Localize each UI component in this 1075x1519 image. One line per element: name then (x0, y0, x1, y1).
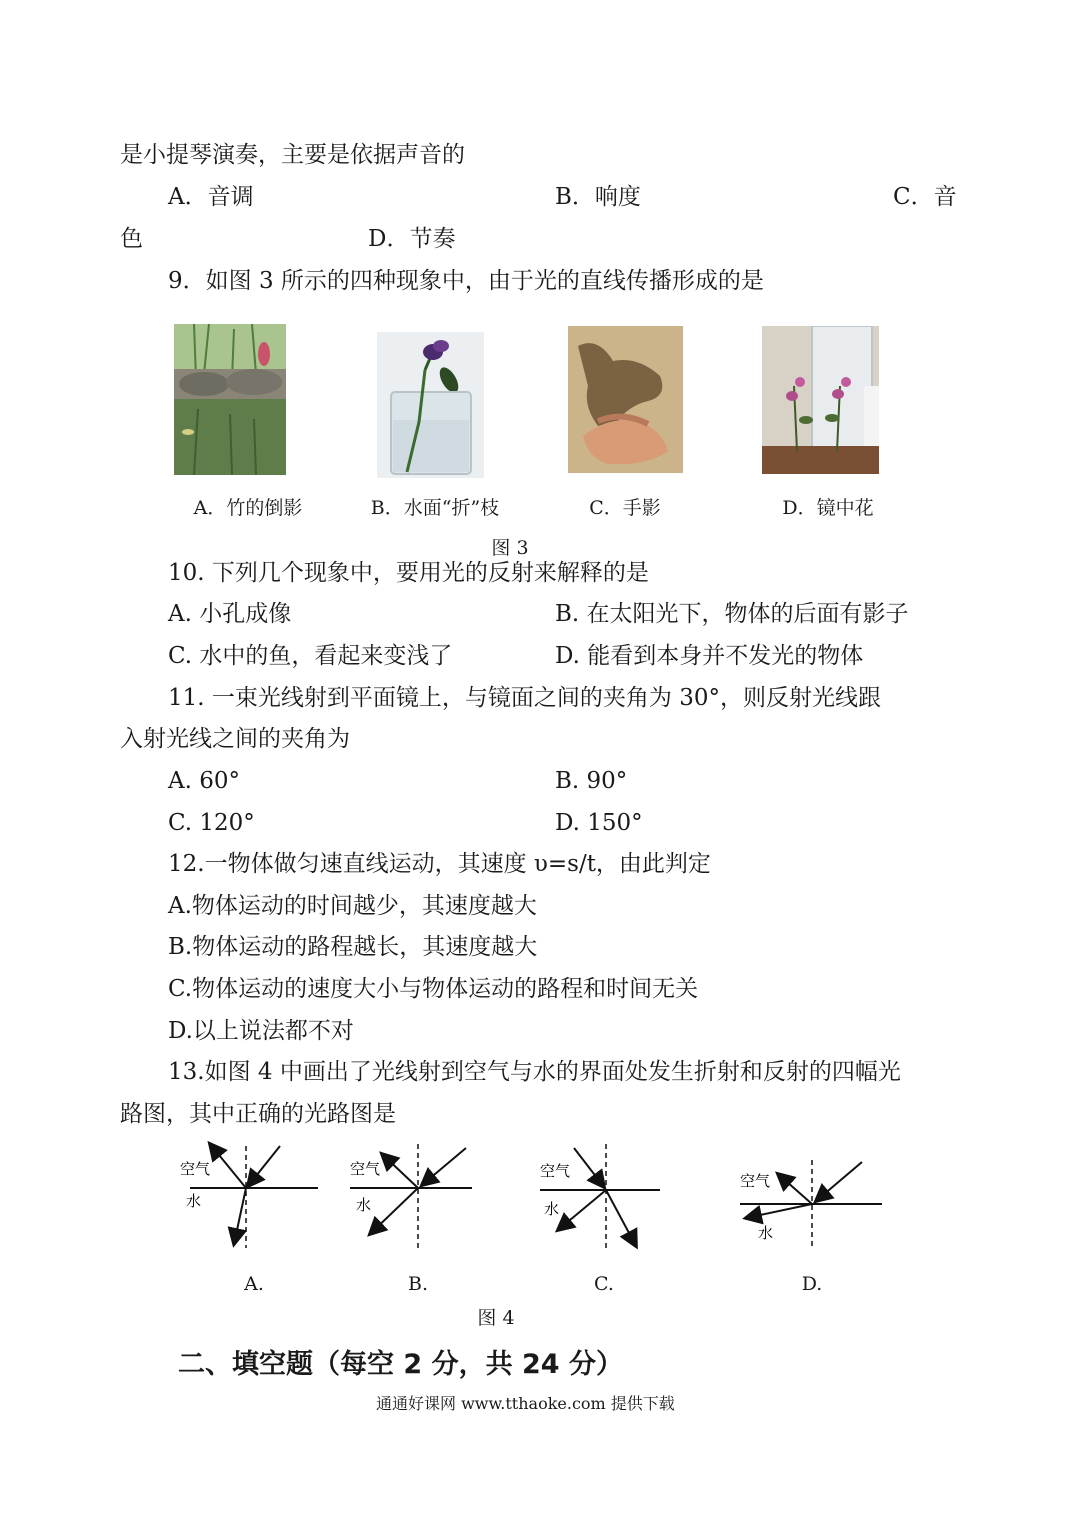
diagram-d (740, 1160, 882, 1250)
diagram-d-air-label: 空气 (740, 1172, 771, 1190)
bamboo-reflection-photo (174, 324, 286, 475)
q10-option-d: D. 能看到本身并不发光的物体 (555, 643, 864, 669)
diagram-a (180, 1144, 318, 1248)
q13-stem-line2: 路图，其中正确的光路图是 (120, 1101, 396, 1127)
fig4-caption-c: C. (594, 1273, 614, 1295)
diagram-d-reflected-ray (778, 1174, 812, 1204)
fig3-label: 图 3 (491, 537, 529, 559)
q8-option-d: D．节奏 (368, 226, 456, 252)
q8-option-b: B．响度 (555, 184, 641, 210)
fig4-caption-a: A. (244, 1273, 264, 1295)
diagram-b (350, 1144, 472, 1250)
diagram-a-refracted-ray (234, 1188, 246, 1244)
diagram-c-reflected-ray (558, 1190, 606, 1230)
fig4-label: 图 4 (477, 1307, 515, 1329)
diagram-c (540, 1144, 660, 1250)
q8-option-a: A．音调 (168, 184, 254, 210)
fig3-caption-d: D．镜中花 (782, 497, 874, 519)
diagram-b-water-label: 水 (356, 1196, 372, 1214)
diagram-b-refracted-ray (370, 1188, 418, 1234)
q12-option-c: C.物体运动的速度大小与物体运动的路程和时间无关 (168, 976, 699, 1002)
q8-option-c-continued: 色 (120, 226, 143, 252)
diagram-b-incident-ray (422, 1148, 466, 1185)
q10-option-c: C. 水中的鱼，看起来变浅了 (168, 643, 453, 669)
q12-option-a: A.物体运动的时间越少，其速度越大 (168, 893, 537, 919)
fig3-caption-b: B．水面“折”枝 (370, 497, 500, 519)
fig4-light-path-diagrams (160, 1140, 940, 1260)
q10-option-a: A. 小孔成像 (168, 601, 292, 627)
fig4-caption-b: B. (407, 1273, 428, 1295)
q8-option-c: C．音 (893, 184, 957, 210)
q11-stem-line1: 11. 一束光线射到平面镜上，与镜面之间的夹角为 30°，则反射光线跟 (168, 685, 881, 711)
q8-stem-line: 是小提琴演奏，主要是依据声音的 (120, 142, 465, 168)
fig3-caption-c: C．手影 (589, 497, 661, 519)
page-footer: 通通好课网 www.tthaoke.com 提供下载 (376, 1394, 675, 1413)
q11-option-d: D. 150° (555, 810, 643, 836)
section-2-heading: 二、填空题（每空 2 分，共 24 分） (178, 1349, 623, 1380)
q10-stem: 10. 下列几个现象中，要用光的反射来解释的是 (168, 560, 649, 586)
diagram-c-water-label: 水 (544, 1200, 560, 1218)
diagram-b-air-label: 空气 (350, 1160, 381, 1178)
q12-option-b: B.物体运动的路程越长，其速度越大 (168, 934, 538, 960)
diagram-a-reflected-ray (210, 1144, 246, 1188)
q9-stem: 9．如图 3 所示的四种现象中，由于光的直线传播形成的是 (168, 268, 764, 294)
q11-option-a: A. 60° (168, 768, 240, 794)
mirror-flower-photo (762, 326, 879, 474)
diagram-a-water-label: 水 (186, 1192, 202, 1210)
diagram-d-incident-ray (816, 1162, 862, 1201)
diagram-a-incident-ray (248, 1146, 280, 1186)
diagram-c-refracted-ray (606, 1190, 636, 1246)
diagram-b-reflected-ray (382, 1154, 418, 1188)
diagram-c-incident-ray (574, 1148, 604, 1187)
hand-shadow-photo (568, 326, 683, 473)
q11-option-b: B. 90° (555, 768, 628, 794)
diagram-c-air-label: 空气 (540, 1162, 571, 1180)
diagram-d-water-label: 水 (758, 1224, 774, 1242)
q11-option-c: C. 120° (168, 810, 255, 836)
diagram-a-air-label: 空气 (180, 1160, 211, 1178)
diagram-d-refracted-ray (746, 1204, 812, 1218)
q13-stem-line1: 13.如图 4 中画出了光线射到空气与水的界面处发生折射和反射的四幅光 (168, 1059, 901, 1085)
fig4-caption-d: D. (801, 1273, 823, 1295)
bent-branch-glass-photo (377, 332, 484, 478)
q10-option-b: B. 在太阳光下，物体的后面有影子 (555, 601, 909, 627)
q11-stem-line2: 入射光线之间的夹角为 (120, 726, 350, 752)
q12-stem: 12.一物体做匀速直线运动，其速度 υ=s/t，由此判定 (168, 851, 711, 877)
fig3-caption-a: A．竹的倒影 (193, 497, 303, 519)
q12-option-d: D.以上说法都不对 (168, 1018, 354, 1044)
